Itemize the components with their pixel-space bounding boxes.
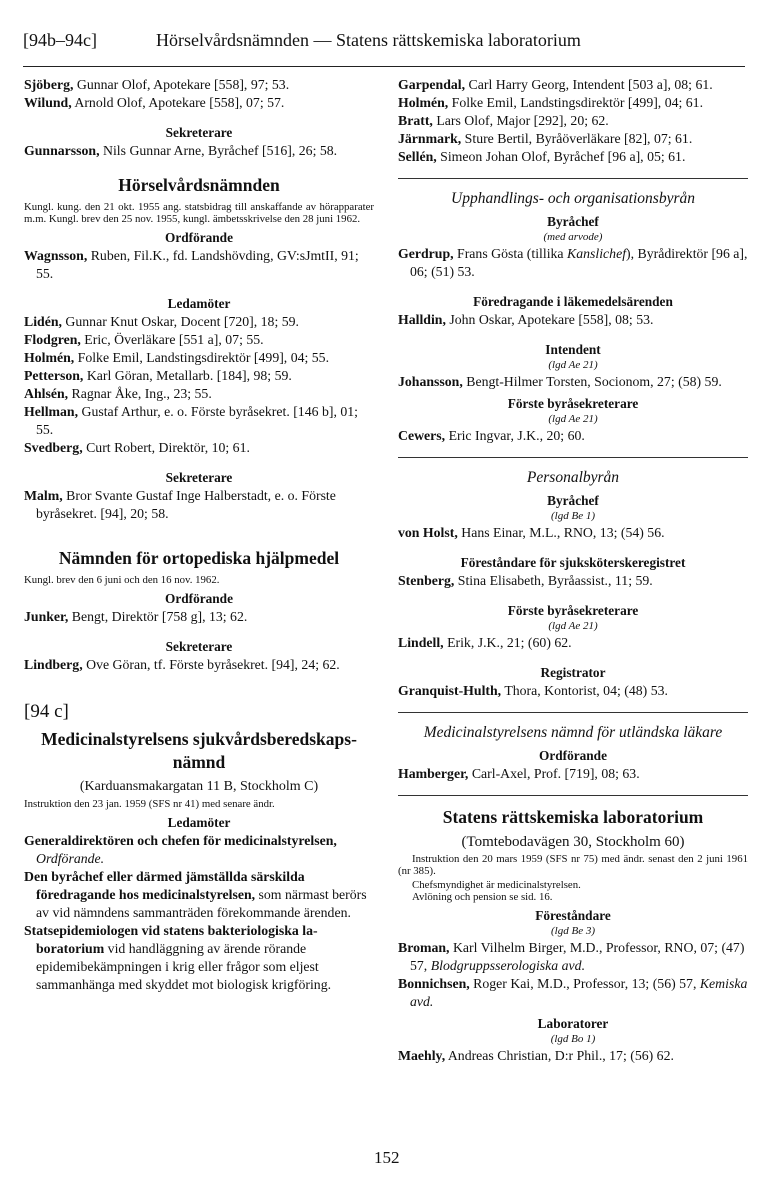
section-divider — [398, 178, 748, 179]
entry — [24, 439, 374, 457]
entry-text: Eric, Överläkare [551 a], 07; 55. — [80, 332, 264, 347]
entry — [24, 76, 374, 94]
entry-name: Wilund, — [24, 95, 72, 110]
entry-text: Erik, J.K., 21; (60) 62. — [443, 635, 572, 650]
left-column — [24, 76, 374, 994]
role-heading: Föreståndare — [535, 908, 611, 923]
member-item — [24, 922, 374, 994]
entry-list — [24, 247, 374, 283]
section-note: Instruktion den 20 mars 1959 (SFS nr 75) med ändr. senast den 2 juni 1961 (nr 385). — [398, 853, 748, 877]
member-list — [24, 832, 374, 994]
entry-name: Garpendal, — [398, 77, 466, 92]
section-note: Avlöning och pension se sid. 16. — [412, 891, 553, 903]
entry-name: Hellman, — [24, 404, 79, 419]
member-title: Statsepidemiologen vid statens bakteriologiska laboratorium — [24, 923, 318, 956]
right-column — [398, 76, 748, 1065]
entry-text: Ragnar Åke, Ing., 23; 55. — [68, 386, 212, 401]
entry-name: Sjöberg, — [24, 77, 74, 92]
entry-name: Gunnarsson, — [24, 143, 100, 158]
entry-text: Ruben, Fil.K., fd. Landshövding, GV:sJmtII, 91; 55. — [36, 248, 359, 281]
entry — [398, 939, 748, 975]
role-subheading: (med arvode) — [543, 231, 603, 243]
member-item — [24, 832, 374, 868]
entry-name: Ahlsén, — [24, 386, 69, 401]
role-heading: Sekreterare — [165, 639, 233, 654]
entry-text: Gunnar Knut Oskar, Docent [720], 18; 59. — [61, 314, 299, 329]
entry-text: Carl Harry Georg, Intendent [503 a], 08; 61. — [465, 77, 713, 92]
entry-text: Karl Göran, Metallarb. [184], 98; 59. — [83, 368, 292, 383]
entry — [398, 148, 748, 166]
entry-text: Lars Olof, Major [292], 20; 62. — [432, 113, 609, 128]
entry-name: Holmén, — [24, 350, 75, 365]
entry-name: Bonnichsen, — [398, 976, 470, 991]
entry-text: John Oskar, Apotekare [558], 08; 53. — [445, 312, 654, 327]
entry-name: Maehly, — [398, 1048, 446, 1063]
entry-name: Junker, — [24, 609, 69, 624]
section-title: Medicinalstyrelsens nämnd för utländska läkare — [423, 724, 723, 741]
entry — [398, 130, 748, 148]
entry-name: Svedberg, — [24, 440, 83, 455]
entry — [398, 245, 748, 281]
entry-list — [24, 76, 374, 112]
entry-text: Gunnar Olof, Apotekare [558], 97; 53. — [73, 77, 290, 92]
section-title: Medicinalstyrelsens sjukvårdsberedskapsnämnd — [41, 729, 357, 772]
section-title: Nämnden för ortopediska hjälpmedel — [58, 548, 340, 568]
role-heading: Sekreterare — [165, 125, 233, 140]
entry — [24, 487, 374, 523]
entry-name: Lindell, — [398, 635, 444, 650]
role-heading: Föreståndare för sjuksköterskeregistret — [460, 555, 686, 570]
section-note: Chefsmyndighet är medicinalstyrelsen. — [412, 879, 581, 891]
entry-name: Bratt, — [398, 113, 433, 128]
entry — [398, 76, 748, 94]
entry-name: Wagnsson, — [24, 248, 88, 263]
entry — [398, 524, 748, 542]
entry — [398, 634, 748, 652]
entry-list — [398, 634, 748, 652]
entry-text: Thora, Kontorist, 04; (48) 53. — [501, 683, 668, 698]
role-heading: Ledamöter — [167, 815, 231, 830]
entry-list — [398, 311, 748, 329]
entry — [24, 313, 374, 331]
section-title: Statens rättskemiska laboratorium — [442, 807, 704, 827]
section-note: Instruktion den 23 jan. 1959 (SFS nr 41) med senare ändr. — [24, 798, 275, 810]
entry-text: Frans Gösta (tillika — [453, 246, 568, 261]
entry — [398, 94, 748, 112]
entry-list — [24, 487, 374, 523]
entry — [398, 311, 748, 329]
entry — [24, 331, 374, 349]
entry-name: Petterson, — [24, 368, 84, 383]
entry-name: Johansson, — [398, 374, 463, 389]
entry-list — [24, 313, 374, 457]
entry — [398, 682, 748, 700]
entry-list — [398, 76, 748, 166]
entry — [24, 367, 374, 385]
entry-list — [398, 572, 748, 590]
entry-name: Järnmark, — [398, 131, 462, 146]
entry-name: Flodgren, — [24, 332, 81, 347]
entry-text: Bror Svante Gustaf Inge Halberstadt, e. o. Förste byråsekret. [94], 20; 58. — [36, 488, 336, 521]
entry-text: Simeon Johan Olof, Byråchef [96 a], 05; 61. — [436, 149, 686, 164]
entry-list — [24, 608, 374, 626]
entry-name: Hamberger, — [398, 766, 469, 781]
role-heading: Sekreterare — [165, 470, 233, 485]
entry-text: Karl Vilhelm Birger, M.D., Professor, RNO, 07; (47) 57, — [410, 940, 745, 973]
entry — [24, 142, 374, 160]
entry-list — [398, 524, 748, 542]
entry — [398, 373, 748, 391]
role-heading: Byråchef — [547, 214, 599, 229]
header-rule — [23, 66, 745, 67]
entry-list — [398, 682, 748, 700]
section-address: (Karduansmakargatan 11 B, Stockholm C) — [79, 779, 319, 794]
entry-list — [398, 765, 748, 783]
entry-text: Nils Gunnar Arne, Byråchef [516], 26; 58. — [99, 143, 338, 158]
entry — [24, 656, 374, 674]
entry-text: Folke Emil, Landstingsdirektör [499], 04; 61. — [448, 95, 704, 110]
section-note: Kungl. brev den 6 juni och den 16 nov. 1962. — [24, 574, 220, 586]
entry-text: Arnold Olof, Apotekare [558], 07; 57. — [71, 95, 285, 110]
role-subheading: (lgd Be 1) — [551, 510, 595, 522]
entry — [398, 1047, 748, 1065]
entry-name: Holmén, — [398, 95, 449, 110]
entry — [398, 765, 748, 783]
role-heading: Ordförande — [539, 748, 607, 763]
section-divider — [398, 712, 748, 713]
section-title: Personalbyrån — [526, 469, 620, 486]
entry-list — [24, 142, 374, 160]
role-heading: Intendent — [545, 342, 601, 357]
entry-list — [398, 1047, 748, 1065]
role-subheading: (lgd Ae 21) — [548, 359, 598, 371]
entry-name: Lidén, — [24, 314, 62, 329]
entry — [398, 975, 748, 1011]
entry — [398, 427, 748, 445]
entry-text: ), Byrådirektör [96 a], 06; (51) 53. — [410, 246, 748, 279]
role-heading: Föredragande i läkemedelsärenden — [473, 294, 673, 309]
entry-list — [24, 656, 374, 674]
member-role: Ordförande. — [36, 851, 105, 866]
role-subheading: (lgd Be 3) — [551, 925, 595, 937]
member-title: Den byråchef eller därmed jämställda särskilda föredragande hos medicinalstyrelsen, — [24, 869, 305, 902]
entry-text: Folke Emil, Landstingsdirektör [499], 04; 55. — [74, 350, 330, 365]
entry-text: Andreas Christian, D:r Phil., 17; (56) 62. — [445, 1048, 674, 1063]
entry-name: Malm, — [24, 488, 63, 503]
section-tag: [94 c] — [24, 701, 69, 722]
entry-text: Bengt, Direktör [758 g], 13; 62. — [68, 609, 248, 624]
member-text: vid handläggning av ärende rörande epidemibekämpningen i krig eller frågor som eljest sammanhänga med skyddet mot biologisk krigföring. — [36, 941, 332, 992]
role-heading: Registrator — [540, 665, 606, 680]
role-heading: Ordförande — [165, 230, 233, 245]
member-title: Generaldirektören och chefen för medicinalstyrelsen, — [24, 833, 337, 848]
entry — [398, 112, 748, 130]
role-heading: Förste byråsekreterare — [507, 603, 639, 618]
entry — [24, 94, 374, 112]
section-divider — [398, 457, 748, 458]
section-address: (Tomtebodavägen 30, Stockholm 60) — [461, 834, 685, 850]
entry-italic: Blodgruppsserologiska avd. — [430, 958, 586, 973]
role-heading: Förste byråsekreterare — [507, 396, 639, 411]
entry-list — [398, 939, 748, 1011]
role-subheading: (lgd Ae 21) — [548, 620, 598, 632]
role-subheading: (lgd Ae 21) — [548, 413, 598, 425]
role-subheading: (lgd Bo 1) — [550, 1033, 596, 1045]
entry-text: Carl-Axel, Prof. [719], 08; 63. — [468, 766, 640, 781]
entry-text: Stina Elisabeth, Byråassist., 11; 59. — [454, 573, 653, 588]
entry-italic: Kanslichef — [567, 246, 627, 261]
entry-text: Gustaf Arthur, e. o. Förste byråsekret. [146 b], 01; 55. — [36, 404, 358, 437]
entry — [398, 572, 748, 590]
entry-name: Lindberg, — [24, 657, 83, 672]
entry-text: Eric Ingvar, J.K., 20; 60. — [445, 428, 585, 443]
entry-text: Ove Göran, tf. Förste byråsekret. [94], 24; 62. — [82, 657, 340, 672]
entry-text: Curt Robert, Direktör, 10; 61. — [82, 440, 250, 455]
entry-list — [398, 427, 748, 445]
entry-text: Bengt-Hilmer Torsten, Socionom, 27; (58) 59. — [462, 374, 722, 389]
role-heading: Laboratorer — [537, 1016, 609, 1031]
entry — [24, 608, 374, 626]
section-title: Upphandlings- och organisationsbyrån — [451, 190, 695, 207]
entry-name: von Holst, — [398, 525, 458, 540]
entry-text: Sture Bertil, Byråöverläkare [82], 07; 61. — [461, 131, 693, 146]
header-page-range: [94b–94c] — [23, 30, 97, 50]
role-heading: Ordförande — [165, 591, 233, 606]
entry — [24, 247, 374, 283]
member-item — [24, 868, 374, 922]
section-title: Hörselvårdsnämnden — [118, 175, 280, 195]
entry-name: Gerdrup, — [398, 246, 454, 261]
entry-list — [398, 373, 748, 391]
entry-text: Roger Kai, M.D., Professor, 13; (56) 57, — [469, 976, 700, 991]
entry — [24, 403, 374, 439]
entry-name: Cewers, — [398, 428, 446, 443]
entry-italic: Kemiska avd. — [410, 976, 748, 1009]
entry-name: Stenberg, — [398, 573, 455, 588]
entry — [24, 349, 374, 367]
entry-name: Granquist-Hulth, — [398, 683, 502, 698]
entry-name: Sellén, — [398, 149, 437, 164]
role-heading: Byråchef — [547, 493, 599, 508]
section-divider — [398, 795, 748, 796]
entry-text: Hans Einar, M.L., RNO, 13; (54) 56. — [457, 525, 665, 540]
page-number: 152 — [374, 1148, 400, 1167]
entry-name: Broman, — [398, 940, 450, 955]
member-text: som närmast berörs av vid nämndens sammanträden förekommande ärenden. — [36, 887, 367, 920]
entry-name: Halldin, — [398, 312, 446, 327]
section-note: Kungl. kung. den 21 okt. 1955 ang. statsbidrag till anskaffande av hörapparater m.m. Kungl. brev den 25 nov. 1955, kungl. ämbetsskrivelse den 28 juni 1962. — [24, 201, 374, 225]
header-title: Hörselvårdsnämnden — Statens rättskemiska laboratorium — [156, 30, 581, 50]
role-heading: Ledamöter — [167, 296, 231, 311]
entry — [24, 385, 374, 403]
